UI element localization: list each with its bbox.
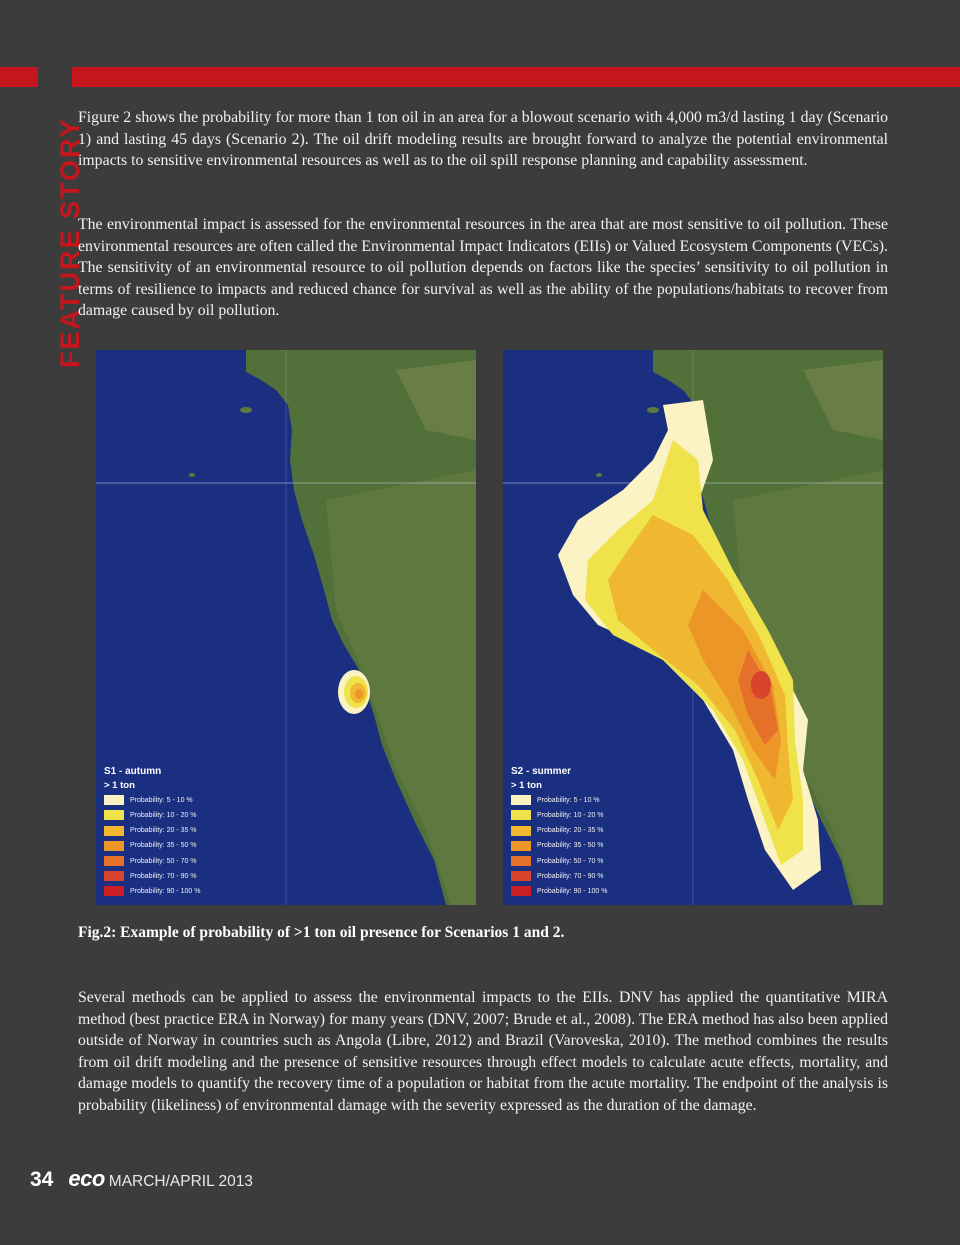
legend-row (511, 869, 607, 884)
island-sao-tome (189, 473, 195, 477)
legend-row (104, 808, 200, 823)
legend-row (104, 884, 200, 899)
legend-label: Probability: 35 - 50 % (130, 842, 197, 850)
issue-date: MARCH/APRIL 2013 (108, 1173, 253, 1190)
legend-label: Probability: 70 - 90 % (130, 872, 197, 880)
legend-swatch (104, 871, 124, 881)
legend-label: Probability: 5 - 10 % (537, 796, 600, 804)
map-1-legend (104, 765, 200, 899)
map-scenario-2 (503, 350, 883, 905)
legend-swatch (511, 886, 531, 896)
legend-row (511, 884, 607, 899)
legend-label: Probability: 10 - 20 % (537, 811, 604, 819)
legend-swatch (104, 841, 124, 851)
legend-title: S2 - summer (511, 765, 572, 777)
legend-swatch (511, 841, 531, 851)
island-bioko (647, 407, 659, 413)
legend-label: Probability: 90 - 100 % (130, 887, 201, 895)
legend-row (511, 793, 607, 808)
legend-label: Probability: 50 - 70 % (130, 857, 197, 865)
legend-swatch (104, 886, 124, 896)
legend-swatch (511, 795, 531, 805)
legend-row (511, 808, 607, 823)
legend-swatch (104, 856, 124, 866)
legend-label: Probability: 50 - 70 % (537, 857, 604, 865)
legend-label: Probability: 90 - 100 % (537, 887, 608, 895)
legend-row (511, 838, 607, 853)
legend-label: Probability: 70 - 90 % (537, 872, 604, 880)
legend-threshold: > 1 ton (104, 779, 135, 791)
legend-label: Probability: 5 - 10 % (130, 796, 193, 804)
legend-row (104, 838, 200, 853)
paragraph-3: Several methods can be applied to assess the environmental impacts to the EIIs. DNV has applied the quantitative MIRA method (best practice ERA in Norway) for many years (DNV, 2007; Brude et al., 2008). The ERA method has also been applied outside of Norway in countries such as Angola (Libre, 2012) and Brazil (Varoveska, 2010). The method combines the results from oil drift modeling and the presence of sensitive resources through effect models to calculate acute effects, mortality, and damage models to quantify the recovery time of a population or habitat from the acute mortality. The endpoint of the analysis is probability (likeliness) of environmental damage with the severity expressed as the duration of the damage. (78, 989, 888, 1114)
legend-swatch (511, 810, 531, 820)
legend-swatch (104, 795, 124, 805)
page-number: 34 (30, 1168, 54, 1191)
legend-swatch (104, 826, 124, 836)
legend-row (104, 869, 200, 884)
legend-row (104, 853, 200, 868)
legend-threshold: > 1 ton (511, 779, 542, 791)
legend-row (104, 793, 200, 808)
magazine-logo: eco (68, 1166, 105, 1191)
page-footer (30, 1166, 253, 1192)
figure-caption: Fig.2: Example of probability of >1 ton oil presence for Scenarios 1 and 2. (78, 924, 565, 941)
map-2-legend (511, 765, 607, 899)
paragraph-1: Figure 2 shows the probability for more than 1 ton oil in an area for a blowout scenario with 4,000 m3/d lasting 1 day (Scenario 1) and lasting 45 days (Scenario 2). The oil drift modeling results are brought forward to analyze the potential environmental impacts to sensitive environmental resources as well as to the oil spill response planning and capability assessment. (78, 109, 888, 169)
paragraph-2: The environmental impact is assessed for the environmental resources in the area that are most sensitive to oil pollution. These environmental resources are often called the Environmental Impact Indicators (EIIs) or Valued Ecosystem Components (VECs). The sensitivity of an environmental resource to oil pollution depends on factors like the species’ sensitivity to oil pollution in terms of resilience to impacts and reduced chance for survival as well as the ability of the populations/habitats to recover from damage caused by oil pollution. (78, 216, 888, 319)
section-label: FEATURE STORY (55, 117, 85, 368)
island-bioko (240, 407, 252, 413)
legend-title: S1 - autumn (104, 765, 162, 777)
legend-label: Probability: 20 - 35 % (537, 827, 604, 835)
legend-row (511, 853, 607, 868)
legend-row (511, 823, 607, 838)
legend-swatch (511, 871, 531, 881)
legend-row (104, 823, 200, 838)
legend-swatch (511, 856, 531, 866)
oil-probability-cloud (338, 670, 370, 714)
island-sao-tome (596, 473, 602, 477)
legend-label: Probability: 35 - 50 % (537, 842, 604, 850)
legend-label: Probability: 20 - 35 % (130, 827, 197, 835)
header-red-bar (0, 67, 960, 87)
legend-label: Probability: 10 - 20 % (130, 811, 197, 819)
legend-swatch (511, 826, 531, 836)
map-scenario-1 (96, 350, 476, 905)
header-bar-gap (38, 67, 72, 87)
legend-swatch (104, 810, 124, 820)
